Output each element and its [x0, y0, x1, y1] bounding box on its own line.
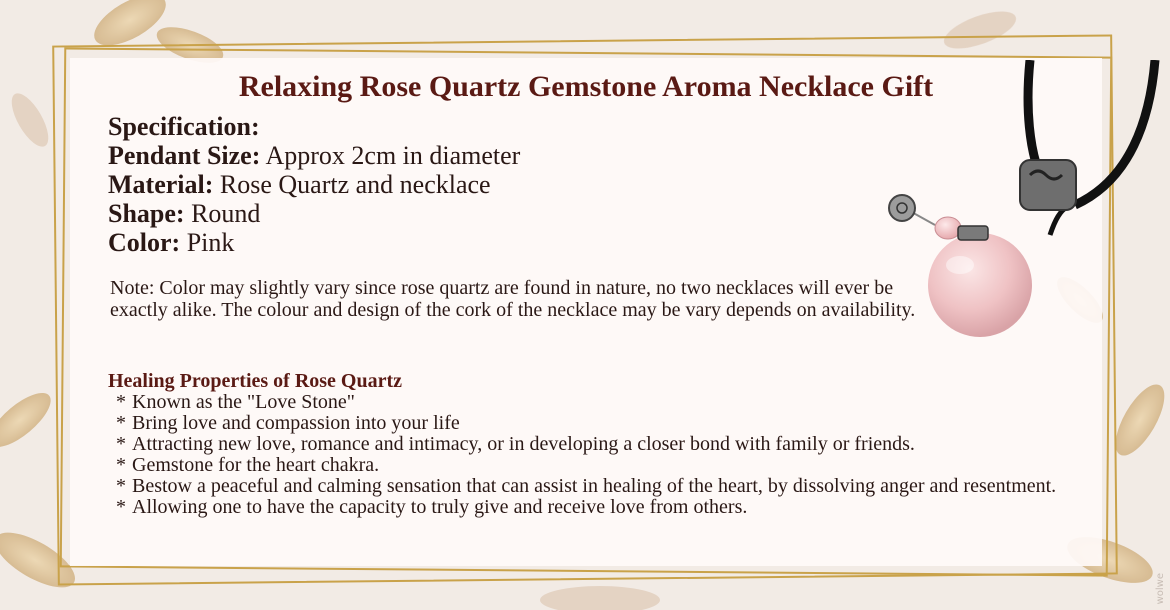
watermark: wolwe	[1155, 572, 1166, 604]
list-item: * Known as the "Love Stone"	[116, 391, 355, 413]
note-text: Note: Color may slightly vary since rose quartz are found in nature, no two necklaces will ever be exactly alike. The colour and design of the cork of the necklace may be vary depends on availability.	[110, 277, 916, 321]
list-item: * Allowing one to have the capacity to truly give and receive love from others.	[116, 496, 748, 518]
list-item: * Bestow a peaceful and calming sensation that can assist in healing of the heart, by dissolving anger and resentment.	[116, 475, 1057, 497]
spec-label: Color:	[108, 228, 181, 257]
spec-row-pendant-size	[108, 141, 748, 170]
spec-heading: Specification:	[108, 112, 260, 141]
spec-row-color	[108, 228, 748, 257]
spec-label: Pendant Size:	[108, 141, 261, 170]
spec-row-shape	[108, 199, 748, 228]
spec-value: Approx 2cm in diameter	[265, 141, 521, 170]
spec-value: Round	[191, 199, 261, 228]
healing-list	[108, 392, 1068, 518]
spec-label: Shape:	[108, 199, 185, 228]
list-item: * Bring love and compassion into your life	[116, 412, 460, 434]
list-item: * Gemstone for the heart chakra.	[116, 454, 380, 476]
list-item: * Attracting new love, romance and intimacy, or in developing a closer bond with family or friends.	[116, 433, 915, 455]
specification-block	[108, 112, 748, 257]
spec-value: Pink	[186, 228, 235, 257]
spec-value: Rose Quartz and necklace	[219, 170, 491, 199]
spec-label: Material:	[108, 170, 214, 199]
rose-quartz-pendant-image	[880, 60, 1170, 360]
healing-properties-block	[108, 370, 1068, 518]
page-title: Relaxing Rose Quartz Gemstone Aroma Necklace Gift	[238, 70, 934, 103]
healing-heading: Healing Properties of Rose Quartz	[108, 370, 403, 392]
spec-row-material	[108, 170, 748, 199]
